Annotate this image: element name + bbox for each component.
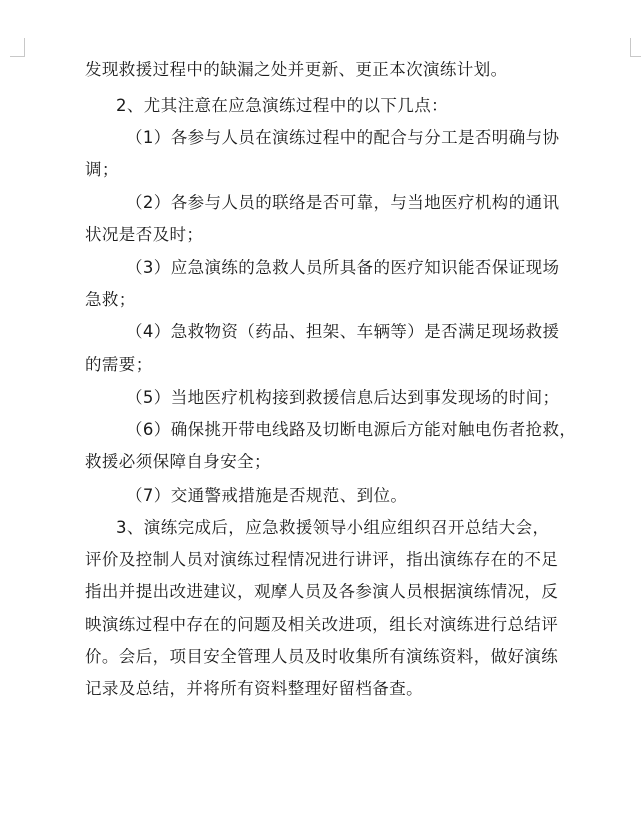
- text-line: 评价及控制人员对演练过程情况进行讲评，指出演练存在的不足: [85, 550, 559, 569]
- text-line: （3）应急演练的急救人员所具备的医疗知识能否保证现场: [126, 258, 560, 277]
- text-line: 映演练过程中存在的问题及相关改进项，组长对演练进行总结评: [85, 615, 559, 634]
- text-line: 2、尤其注意在应急演练过程中的以下几点：: [116, 96, 448, 115]
- text-line: 发现救援过程中的缺漏之处并更新、更正本次演练计划。: [85, 60, 508, 79]
- text-line: （4）急救物资（药品、担架、车辆等）是否满足现场救援: [126, 322, 560, 341]
- text-line: 状况是否及时；: [85, 225, 204, 244]
- page-corner-mark-top-right: [630, 38, 641, 57]
- text-line: 的需要；: [85, 355, 153, 374]
- text-line: 救援必须保障自身安全；: [85, 452, 271, 471]
- text-line: 3、演练完成后，应急救援领导小组应组织召开总结大会，: [116, 518, 550, 537]
- text-line: 价。会后，项目安全管理人员及时收集所有演练资料，做好演练: [85, 647, 559, 666]
- text-line: 调；: [85, 160, 119, 179]
- text-line: 急救；: [85, 290, 136, 309]
- text-line: （1）各参与人员在演练过程中的配合与分工是否明确与协: [126, 128, 560, 147]
- page-corner-mark-top-left: [10, 38, 25, 57]
- text-line: （5）当地医疗机构接到救援信息后达到事发现场的时间；: [126, 388, 560, 407]
- text-line: （6）确保挑开带电线路及切断电源后方能对触电伤者抢救，: [126, 420, 577, 439]
- text-line: 指出并提出改进建议，观摩人员及各参演人员根据演练情况，反: [85, 582, 559, 601]
- text-line: （7）交通警戒措施是否规范、到位。: [126, 486, 408, 505]
- text-line: （2）各参与人员的联络是否可靠，与当地医疗机构的通讯: [126, 193, 560, 212]
- text-line: 记录及总结，并将所有资料整理好留档备查。: [85, 679, 423, 698]
